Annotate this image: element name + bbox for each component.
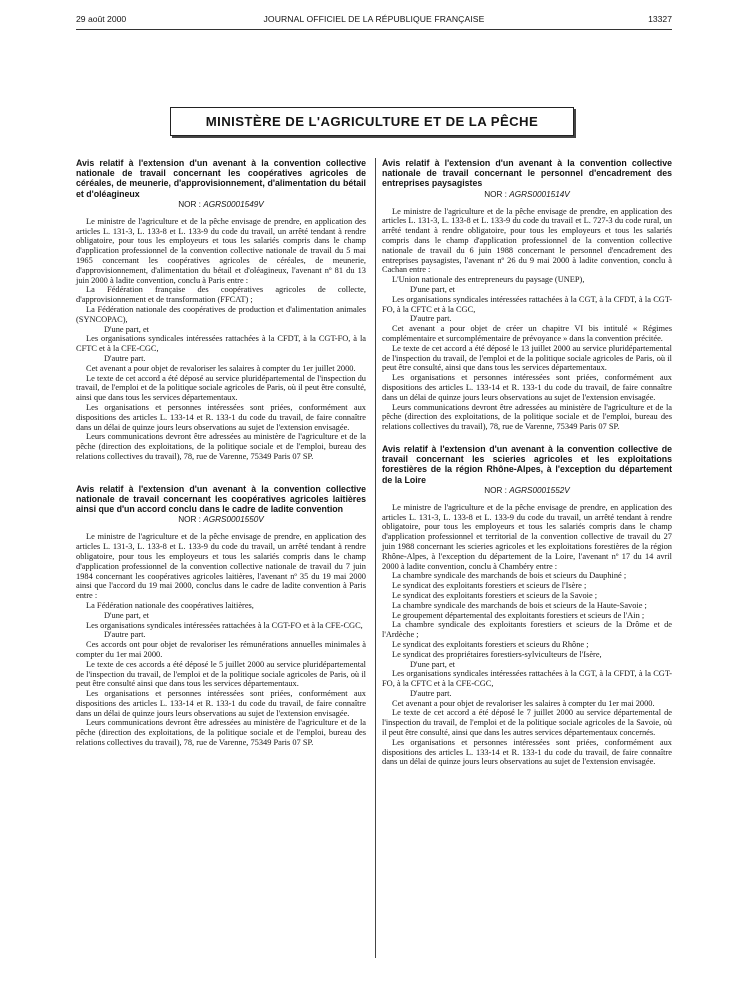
paragraph: Les organisations syndicales intéressées rattachées à la CGT, à la CFDT, à la CGT-FO, à la CFTC et à la CGC,	[382, 294, 672, 314]
paragraph: Cet avenant a pour objet de créer un chapitre VI bis intitulé « Régimes complémentaire et surcomplémentaire de prévoyance » dans la convention précitée.	[382, 324, 672, 343]
nor-label: NOR :	[178, 199, 201, 209]
paragraph: L'Union nationale des entrepreneurs du paysage (UNEP),	[392, 275, 585, 285]
paragraph: Les organisations et personnes intéressées sont priées, conformément aux dispositions des articles L. 133-14 et R. 133-1 du code du travail, de faire connaître dans un délai de quinze jours leurs observations au sujet de l'extension envisagée.	[382, 737, 672, 767]
paragraph: La chambre syndicale des marchands de bois et scieurs de la Haute-Savoie ;	[392, 600, 647, 610]
nor-code: AGRS0001550V	[203, 515, 264, 525]
header-rule	[76, 29, 672, 30]
nor-reference	[382, 190, 672, 199]
paragraph: Les organisations et personnes intéressées sont priées, conformément aux dispositions des articles L. 133-14 et R. 133-1 du code du travail, de faire connaître dans un délai de quinze jours leurs observations au sujet de l'extension envisagée.	[76, 402, 366, 432]
paragraph: D'une part, et	[410, 284, 455, 294]
notice-body	[76, 217, 366, 462]
paragraph: Le ministre de l'agriculture et de la pêche envisage de prendre, en application des articles L. 131-3, L. 133-8 et L. 133-9 du code du travail, un arrêté tendant à rendre obligatoire, pour tous les employeurs et tous les salariés compris dans le champ d'application professionnel de la convention collective nationale de travail du 5 mai 1965 concernant les coopératives agricoles de céréales, de meunerie, d'approvisionnement, d'alimentation du bétail et d'oléagineux, l'avenant nº 81 du 13 juin 2000 à ladite convention, conclu à Paris entre :	[76, 216, 366, 285]
notice-body	[382, 503, 672, 768]
paragraph: D'une part, et	[410, 659, 455, 669]
paragraph: Le texte de cet accord a été déposé le 7 juillet 2000 au service départemental de l'inspection du travail, de l'emploi et de la politique sociale agricoles de la Savoie, où il peut être consulté, ainsi que dans les autres services départementaux concernés.	[382, 708, 672, 738]
left-column	[76, 158, 366, 748]
paragraph: D'une part, et	[104, 610, 149, 620]
nor-code: AGRS0001549V	[203, 199, 264, 209]
header-date: 29 août 2000	[76, 14, 127, 24]
paragraph: Cet avenant a pour objet de revaloriser les salaires à compter du 1er juillet 2000.	[86, 363, 356, 373]
notice-title: Avis relatif à l'extension d'un avenant à la convention collective nationale de travail concernant le personnel d'encadrement des entreprises paysagistes	[382, 158, 672, 189]
paragraph: Le groupement départemental des exploitants forestiers et scieurs de l'Ain ;	[392, 610, 645, 620]
paragraph: La Fédération nationale des coopératives de production et d'alimentation animales (SYNCOPAC),	[76, 304, 366, 324]
paragraph: D'autre part.	[104, 353, 146, 363]
notice-title: Avis relatif à l'extension d'un avenant à la convention collective de travail concernant les scieries agricoles et les exploitations forestières de la région Rhône-Alpes, à l'exception du département de la Loire	[382, 443, 672, 485]
nor-code: AGRS0001514V	[509, 189, 570, 199]
paragraph: Le syndicat des exploitants forestiers et scieurs du Rhône ;	[392, 639, 589, 649]
paragraph: La chambre syndicale des marchands de bois et scieurs du Dauphiné ;	[392, 571, 627, 581]
paragraph: Le ministre de l'agriculture et de la pêche envisage de prendre, en application des articles L. 131-3, L. 133-8 et L. 133-9 du code du travail, un arrêté tendant à rendre obligatoire, pour tous les employeurs et tous les salariés compris dans le champ d'application professionnel de la convention collective nationale de travail du 7 juin 1984 concernant les coopératives agricoles laitières, l'avenant nº 35 du 19 mai 2000 ainsi que l'accord du 19 mai 2000, conclus dans le cadre de ladite convention à Paris entre :	[76, 532, 366, 601]
paragraph: La Fédération française des coopératives agricoles de collecte, d'approvisionnement et de transformation (FFCAT) ;	[76, 285, 366, 305]
section-gap	[382, 432, 672, 444]
paragraph: Les organisations syndicales intéressées rattachées à la CFDT, à la CGT-FO, à la CFTC et à la CFE-CGC,	[76, 334, 366, 354]
paragraph: Les organisations et personnes intéressées sont priées, conformément aux dispositions des articles L. 133-14 et R. 133-1 du code du travail, de faire connaître dans un délai de quinze jours leurs observations au sujet de l'extension envisagée.	[382, 373, 672, 402]
paragraph: Le syndicat des exploitants forestiers et scieurs de la Savoie ;	[392, 590, 598, 600]
paragraph: La chambre syndicale des exploitants forestiers et scieurs de la Drôme et de l'Ardèche ;	[382, 620, 672, 640]
ministry-heading: MINISTÈRE DE L'AGRICULTURE ET DE LA PÊCHE	[170, 107, 574, 136]
nor-reference	[76, 515, 366, 524]
column-divider	[375, 158, 376, 958]
notice-title: Avis relatif à l'extension d'un avenant à la convention collective nationale de travail concernant les coopératives agricoles laitières ainsi que d'un accord conclu dans le cadre de ladite convention	[76, 483, 366, 515]
paragraph: Leurs communications devront être adressées au ministère de l'agriculture et de la pêche (direction des exploitations, de la politique sociale et de l'emploi, bureau des relations collectives du travail), 78, rue de Varenne, 75349 Paris 07 SP.	[382, 402, 672, 432]
notice-cereales	[76, 158, 366, 462]
paragraph: D'une part, et	[104, 324, 149, 334]
paragraph: Le texte de cet accord a été déposé au service pluridépartemental de l'inspection du travail, de l'emploi et de la politique sociale agricoles de Paris, où il peut être consulté, ainsi que dans tous les services départementaux.	[76, 373, 366, 403]
paragraph: Le texte de ces accords a été déposé le 5 juillet 2000 au service pluridépartemental de l'inspection du travail, de l'emploi et de la politique sociale agricoles de Paris, où il peut être consulté ainsi que dans tous les services départementaux.	[76, 659, 366, 689]
paragraph: Le texte de cet accord a été déposé le 13 juillet 2000 au service pluridépartemental de l'inspection du travail, de l'emploi et de la politique sociale agricoles de Paris, où il peut être consulté, ainsi que dans tous les services départementaux.	[382, 343, 672, 373]
paragraph: Le ministre de l'agriculture et de la pêche envisage de prendre, en application des articles L. 131-3, L. 133-8 et L. 133-9 du code du travail, un arrêté tendant à rendre obligatoire, pour tous les employeurs et tous les salariés compris dans le champ d'application professionnel et territorial de la convention collective de travail du 27 juin 1988 concernant les scieries agricoles et les exploitations forestières de la région Rhône-Alpes, à l'exception du département de la Loire, l'avenant nº 17 du 14 avril 2000 à ladite convention, conclu à Chambéry entre :	[382, 502, 672, 571]
notice-title: Avis relatif à l'extension d'un avenant à la convention collective nationale de travail concernant les coopératives agricoles de céréales, de meunerie, d'approvisionnement, d'alimentation du bétail et d'oléagineux	[76, 158, 366, 199]
header-page-number: 13327	[648, 14, 672, 24]
paragraph: Les organisations syndicales intéressées rattachées à la CGT-FO et à la CFE-CGC,	[86, 620, 363, 630]
paragraph: D'autre part.	[410, 314, 452, 324]
section-gap	[76, 462, 366, 484]
paragraph: Leurs communications devront être adressées au ministère de l'agriculture et de la pêche (direction des exploitations, de la politique sociale et de l'emploi, bureau des relations collectives du travail), 78, rue de Varenne, 75349 Paris 07 SP.	[76, 718, 366, 748]
notice-paysagistes	[382, 158, 672, 432]
paragraph: Le syndicat des exploitants forestiers et scieurs de l'Isère ;	[392, 581, 587, 591]
paragraph: D'autre part.	[104, 630, 146, 640]
nor-label: NOR :	[484, 485, 507, 495]
nor-label: NOR :	[484, 189, 507, 199]
paragraph: Les organisations syndicales intéressées rattachées à la CGT, à la CFDT, à la CGT-FO, à la CFTC et à la CFE-CGC,	[382, 669, 672, 689]
paragraph: D'autre part.	[410, 688, 452, 698]
paragraph: Cet avenant a pour objet de revaloriser les salaires à compter du 1er mai 2000.	[392, 698, 655, 708]
nor-label: NOR :	[178, 515, 201, 525]
paragraph: Leurs communications devront être adressées au ministère de l'agriculture et de la pêche (direction des exploitations, de la politique sociale et de l'emploi, bureau des relations collectives du travail), 78, rue de Varenne, 75349 Paris 07 SP.	[76, 432, 366, 461]
page-header	[76, 14, 672, 28]
paragraph: La Fédération nationale des coopératives laitières,	[86, 600, 254, 610]
nor-reference	[382, 486, 672, 495]
paragraph: Le ministre de l'agriculture et de la pêche envisage de prendre, en application des articles L. 131-3, L. 133-8 et L. 133-9 du code du travail et L. 727-3 du code rural, un arrêté tendant à rendre obligatoire, pour tous les employeurs et tous les salariés compris dans le champ d'application professionnel de la convention collective nationale de travail du 6 juin 1988 concernant le personnel d'encadrement des entreprises paysagistes, l'avenant nº 26 du 9 mai 2000 à ladite convention, conclu à Cachan entre :	[382, 206, 672, 275]
header-journal-title: JOURNAL OFFICIEL DE LA RÉPUBLIQUE FRANÇAISE	[263, 14, 485, 24]
notice-scieries	[382, 444, 672, 767]
paragraph: Les organisations et personnes intéressées sont priées, conformément aux dispositions des articles L. 133-14 et R. 133-1 du code du travail, de faire connaître dans un délai de quinze jours leurs observations au sujet de l'extension envisagée.	[76, 689, 366, 718]
paragraph: Ces accords ont pour objet de revaloriser les rémunérations annuelles minimales à compter du 1er mai 2000.	[76, 640, 366, 659]
paragraph: Le syndicat des propriétaires forestiers-sylviculteurs de l'Isère,	[392, 649, 602, 659]
notice-laitieres	[76, 484, 366, 748]
notice-body	[76, 532, 366, 748]
nor-reference	[76, 200, 366, 209]
nor-code: AGRS0001552V	[509, 485, 570, 495]
notice-body	[382, 207, 672, 432]
right-column	[382, 158, 672, 767]
